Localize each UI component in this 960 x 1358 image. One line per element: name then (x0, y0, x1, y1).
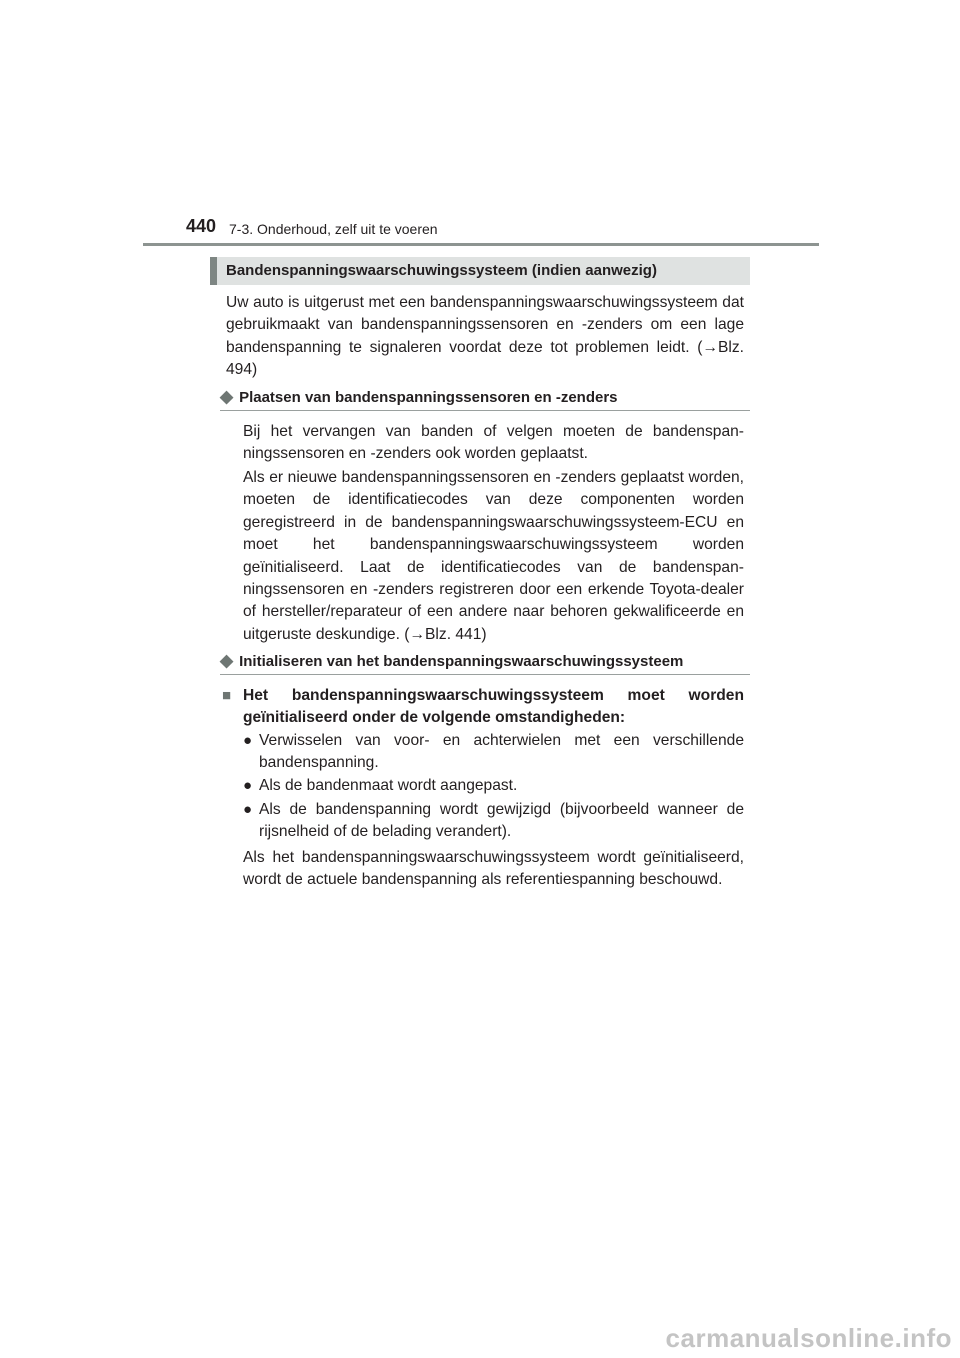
placement-paragraph-2: Als er nieuwe bandenspanningssensoren en -zenders geplaatst worden, moeten de identificatiecodes van deze componenten worden geregistreerd in de bandenspanningswaarschuwingssysteem-ECU en moet het bandenspanningswaarschuwingssysteem worden geïnitialiseerd. Laat de identificatiecodes van de bandenspanningssensoren en -zenders registreren door een erkende Toyota-dealer of hersteller/reparateur of een andere naar behoren gekwalificeerde en uitgeruste deskundige. (→Blz. 441) (243, 469, 744, 643)
conditions-heading-text: Het bandenspanningswaarschuwingssysteem moet worden geïnitialiseerd onder de volgende omstandigheden: (243, 687, 744, 727)
page-number: 440 (186, 216, 217, 236)
list-item (243, 775, 744, 797)
conditions-heading (222, 685, 744, 730)
intro-paragraph: Uw auto is uitgerust met een bandenspanningswaarschuwingssysteem dat gebruikmaakt van bandenspanningssensoren en -zenders om een lage bandenspanning te signaleren voordat deze tot problemen leidt. (→Blz. 494) (226, 294, 744, 379)
subsection-divider (220, 674, 750, 675)
subsection-title: Plaatsen van bandenspanningssensoren en -zenders (239, 389, 618, 406)
placement-paragraph-1: Bij het vervangen van banden of velgen moeten de bandenspanningssensoren en -zenders ook worden geplaatst. (243, 423, 744, 463)
list-item (243, 730, 744, 775)
banner-title: Bandenspanningswaarschuwingssysteem (indien aanwezig) (226, 262, 657, 279)
list-item-text: Verwisselen van voor- en achterwielen met een verschillende bandenspanning. (259, 732, 744, 772)
bullet-icon: ● (243, 732, 253, 749)
square-icon: ■ (222, 687, 232, 704)
list-item (243, 799, 744, 844)
diamond-icon: ◆ (220, 651, 234, 670)
subsection-title: Initialiseren van het bandenspanningswaarschuwingssysteem (239, 653, 684, 670)
subsection-divider (220, 410, 750, 411)
subsection-heading-initialize (220, 651, 683, 671)
list-item-text: Als de bandenmaat wordt aangepast. (259, 777, 518, 794)
header-divider (143, 243, 819, 246)
subsection-heading-placement (220, 387, 618, 407)
bullet-icon: ● (243, 777, 253, 794)
diamond-icon: ◆ (220, 387, 234, 406)
bullet-icon: ● (243, 801, 253, 818)
banner-accent-bar (210, 257, 217, 285)
watermark-logo: carmanualsonline.info (665, 1323, 952, 1353)
section-title: 7-3. Onderhoud, zelf uit te voeren (229, 221, 438, 237)
section-banner (210, 257, 750, 285)
list-item-text: Als de bandenspanning wordt gewijzigd (bijvoorbeeld wanneer de rijsnelheid of de belading verandert). (259, 801, 744, 841)
closing-paragraph: Als het bandenspanningswaarschuwingssysteem wordt geïnitialiseerd, wordt de actuele bandenspanning als referentiespanning beschouwd. (243, 849, 744, 889)
